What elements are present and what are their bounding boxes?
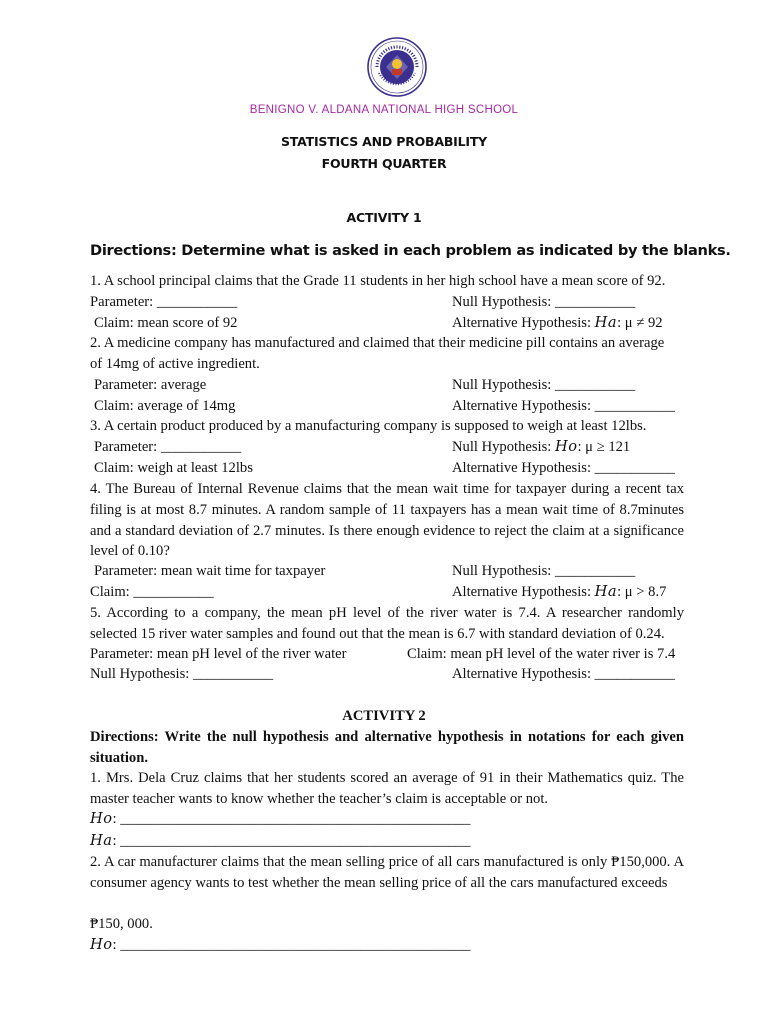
question2-text: 2. A car manufacturer claims that the mean selling price of all cars manufactured is only ₱150,000. A consumer agency wants to test whether the mean selling price of all the cars manufactured exceeds <box>90 854 684 891</box>
question1-text: 1. Mrs. Dela Cruz claims that her students scored an average of 91 in their Mathematics quiz. The master teacher wants to know whether the teacher’s claim is acceptable or not. <box>90 770 684 807</box>
problem1-alt: Alternative Hypothesis: Ha: μ ≠ 92 <box>452 314 663 331</box>
school-name: BENIGNO V. ALDANA NATIONAL HIGH SCHOOL <box>249 104 519 116</box>
problem2-alt: Alternative Hypothesis: ___________ <box>452 398 675 414</box>
problem4-parameter: Parameter: mean wait time for taxpayer <box>94 563 326 579</box>
problem4-null: Null Hypothesis: ___________ <box>452 563 636 579</box>
problem4-claim: Claim: ___________ <box>90 584 214 600</box>
problem3-text: 3. A certain product produced by a manufacturing company is supposed to weigh at least 12lbs. <box>90 418 647 434</box>
activity2-directions: Directions: Write the null hypothesis and alternative hypothesis in notations for each given situation. <box>90 729 684 766</box>
question2-ho-blank: Ho: ________________________________________________ <box>90 936 471 953</box>
problem3-parameter: Parameter: ___________ <box>94 439 242 455</box>
problem2-text-2: of 14mg of active ingredient. <box>90 356 260 372</box>
problem5-alt: Alternative Hypothesis: ___________ <box>452 666 675 682</box>
problem2-parameter: Parameter: average <box>94 377 207 393</box>
problem4-alt: Alternative Hypothesis: Ha: μ > 8.7 <box>452 583 667 600</box>
problem3-claim: Claim: weigh at least 12lbs <box>94 460 253 476</box>
problem5-null: Null Hypothesis: ___________ <box>90 666 274 682</box>
activity2-title: ACTIVITY 2 <box>342 708 426 724</box>
question2-text-2: ₱150, 000. <box>90 916 153 932</box>
quarter-title: FOURTH QUARTER <box>321 156 447 171</box>
problem2-claim: Claim: average of 14mg <box>94 398 236 414</box>
problem5-text: 5. According to a company, the mean pH level of the river water is 7.4. A researcher randomly selected 15 river water samples and found out that the mean is 6.7 with standard deviation of 0.24. <box>90 605 684 642</box>
problem5-claim: Claim: mean pH level of the water river is 7.4 <box>407 646 676 662</box>
problem1-claim: Claim: mean score of 92 <box>94 315 238 331</box>
question1-ha-blank: Ha: ________________________________________________ <box>90 832 471 849</box>
subject-title: STATISTICS AND PROBABILITY <box>280 134 488 149</box>
problem1-parameter: Parameter: ___________ <box>90 294 238 310</box>
problem2-text-1: 2. A medicine company has manufactured and claimed that their medicine pill contains an average <box>90 335 665 351</box>
deped-seal-logo <box>367 37 427 97</box>
activity1-title: ACTIVITY 1 <box>346 210 422 225</box>
activity1-directions: Directions: Determine what is asked in each problem as indicated by the blanks. <box>90 242 731 259</box>
question1-ho-blank: Ho: ________________________________________________ <box>90 810 471 827</box>
problem1-text: 1. A school principal claims that the Grade 11 students in her high school have a mean score of 92. <box>90 273 666 289</box>
problem2-null: Null Hypothesis: ___________ <box>452 377 636 393</box>
problem1-null: Null Hypothesis: ___________ <box>452 294 636 310</box>
problem3-null: Null Hypothesis: Ho: μ ≥ 121 <box>452 438 631 455</box>
problem5-parameter: Parameter: mean pH level of the river water <box>90 646 347 662</box>
problem3-alt: Alternative Hypothesis: ___________ <box>452 460 675 476</box>
problem4-text: 4. The Bureau of Internal Revenue claims that the mean wait time for taxpayer during a recent tax filing is at most 8.7 minutes. A random sample of 11 taxpayers has a mean wait time of 8.7minutes and a standard deviation of 2.7 minutes. Is there enough evidence to reject the claim at a significance level of 0.10? <box>90 481 684 560</box>
